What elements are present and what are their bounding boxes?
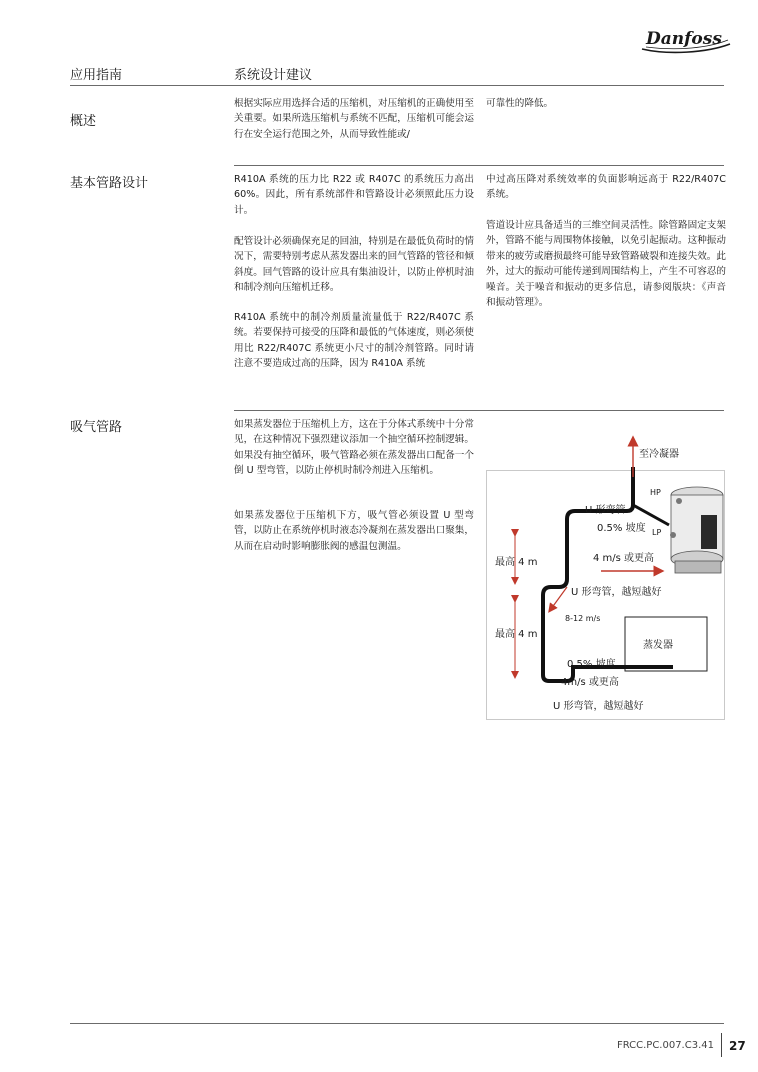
header-divider xyxy=(70,85,724,86)
page-number-separator xyxy=(721,1033,722,1057)
suction-line-diagram-svg xyxy=(487,449,724,719)
label-hp: HP xyxy=(650,488,661,497)
label-u-bend-bottom: U 形弯管，越短越好 xyxy=(553,701,644,712)
label-u-bend-mid: U 形弯管，越短越好 xyxy=(571,587,662,598)
section-title-piping: 基本管路设计 xyxy=(70,176,149,191)
piping-text-col1-p1: R410A 系统的压力比 R22 或 R407C 的系统压力高出60%。因此，所有系统部件和管路设计必须照此压力设计。 xyxy=(234,174,474,216)
label-slope-top: 0.5% 坡度 xyxy=(597,523,646,534)
header-guide-title: 应用指南 xyxy=(70,68,123,83)
section-title-suction: 吸气管路 xyxy=(70,420,123,435)
label-max-height-2: 最高 4 m xyxy=(495,629,538,640)
pipe-to-compressor xyxy=(633,505,669,525)
flow-arrow-velocity xyxy=(551,587,567,609)
document-reference: FRCC.PC.007.C3.41 xyxy=(616,1040,714,1051)
compressor-illustration xyxy=(670,487,723,573)
label-evaporator: 蒸发器 xyxy=(643,640,673,651)
label-lp: LP xyxy=(652,528,662,537)
label-to-condenser: 至冷凝器 xyxy=(639,449,679,460)
piping-text-col2-p2: 管道设计应具备适当的三维空间灵活性。除管路固定支架外，管路不能与周围物体接触，以免引起振动。这种振动带来的疲劳或磨损最终可能导致管路破裂和连接失效。此外，过大的振动可能传递到周围结构上，产生不可容忍的噪音。关于噪音和振动的更多信息，请参阅版块：《声音和振动管理》。 xyxy=(486,220,726,309)
label-max-height-1: 最高 4 m xyxy=(495,557,538,568)
overview-text-col1: 根据实际应用选择合适的压缩机，对压缩机的正确使用至关重要。如果所选压缩机与系统不匹配，压缩机可能会运行在安全运行范围之外，从而导致性能或/ xyxy=(234,98,474,140)
suction-text-col1-p2: 如果蒸发器位于压缩机下方，吸气管必须设置 U 型弯管，以防止在系统停机时液态冷凝剂在蒸发器出口聚集，从而在启动时影响膨胀阀的感温包测温。 xyxy=(234,510,474,552)
piping-text-col1-p3: R410A 系统中的制冷剂质量流量低于 R22/R407C 系统。若要保持可接受的压降和最低的气体速度，则必须使用比 R22/R407C 系统更小尺寸的制冷剂管路。同时请注意不要造成过高的压降，因为 R410A 系统 xyxy=(234,312,474,370)
svg-text:Danfoss: Danfoss xyxy=(646,29,722,49)
suction-line-diagram xyxy=(486,449,725,720)
page-number: 27 xyxy=(729,1039,746,1053)
label-velocity: 8-12 m/s xyxy=(565,614,601,623)
overview-text-col2: 可靠性的降低。 xyxy=(486,98,554,109)
section-divider-piping xyxy=(234,165,724,166)
label-dist-top: 4 m/s 或更高 xyxy=(593,553,655,564)
header-section-title: 系统设计建议 xyxy=(234,68,313,83)
danfoss-logo xyxy=(638,22,732,56)
label-slope-bottom: 0.5% 坡度 xyxy=(567,659,616,670)
section-divider-suction xyxy=(234,410,724,411)
section-title-overview: 概述 xyxy=(70,114,97,129)
label-u-bend-top: U 形弯管 xyxy=(585,505,626,516)
footer-divider xyxy=(70,1023,724,1024)
piping-text-col2-p1: 中过高压降对系统效率的负面影响远高于 R22/R407C 系统。 xyxy=(486,174,726,201)
label-dist-bottom: 4m/s 或更高 xyxy=(561,677,619,688)
suction-text-col1-p1: 如果蒸发器位于压缩机上方，这在于分体式系统中十分常见，在这种情况下强烈建议添加一个抽空循环控制逻辑。如果没有抽空循环，吸气管路必须在蒸发器出口配备一个倒 U 型弯管，以防止停机时制冷剂进入压缩机。 xyxy=(234,419,474,477)
piping-text-col1-p2: 配管设计必须确保充足的回油，特别是在最低负荷时的情况下，需要特别考虑从蒸发器出来的回气管路的管径和倾斜度。回气管路的设计应具有集油设计，以防止停机时油和制冷剂向压缩机迁移。 xyxy=(234,236,474,294)
